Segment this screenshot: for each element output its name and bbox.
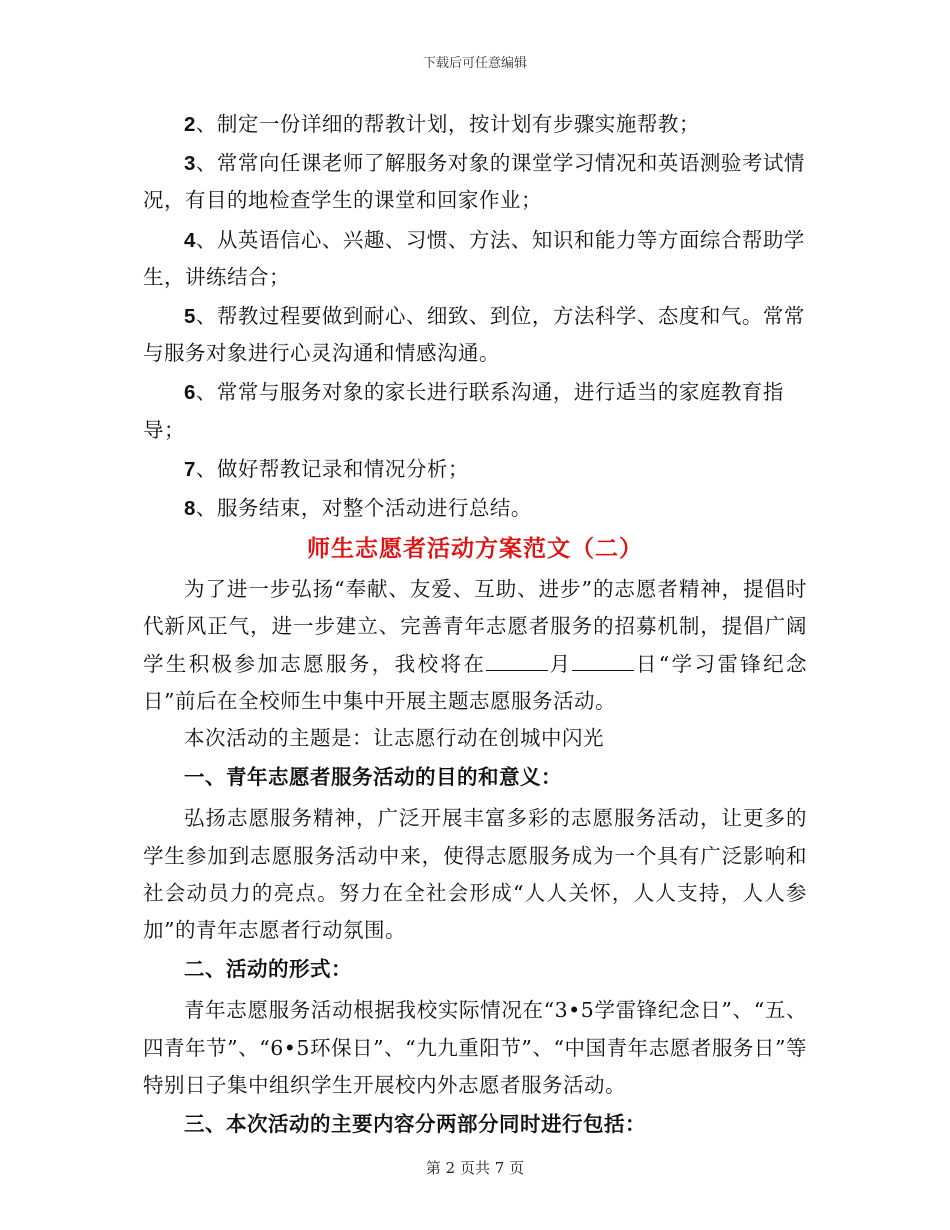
item-text: 、从英语信心、兴趣、习惯、方法、知识和能力等方面综合帮助学生，讲练结合； (143, 227, 805, 289)
intro-text-1: 为了进一步弘扬“奉献、友爱、互助、进步”的志愿者精神，提倡时代新风正气，进一步建立、完善青年志愿者服务的招募机制，提倡广阔学生积极参加志愿服务，我校将在 (143, 577, 807, 676)
item-number: 3 (184, 152, 196, 176)
purpose-paragraph: 弘扬志愿服务精神，广泛开展丰富多彩的志愿服务活动，让更多的学生参加到志愿服务活动中来，使得志愿服务成为一个具有广泛影响和社会动员力的亮点。努力在全社会形成“人人关怀，人人支持，人人参加”的青年志愿者行动氛围。 (143, 806, 807, 943)
form-paragraph: 青年志愿服务活动根据我校实际情况在“3•5学雷锋纪念日”、“五、四青年节”、“6•5环保日”、“九九重阳节”、“中国青年志愿者服务日”等特别日子集中组织学生开展校内外志愿者服务活动。 (143, 998, 807, 1097)
theme-paragraph: 本次活动的主题是：让志愿行动在创城中闪光 (184, 726, 604, 751)
item-number: 2 (184, 113, 196, 136)
section-heading-content: 三、本次活动的主要内容分两部分同时进行包括： (184, 1112, 646, 1137)
item-number: 5 (184, 305, 196, 329)
item-number: 7 (184, 457, 196, 481)
intro-text-2: 日“学习雷锋纪念日”前后在全校师生中集中开展主题志愿服务活动。 (143, 651, 808, 713)
item-text: 、制定一份详细的帮教计划，按计划有步骤实施帮教； (195, 112, 700, 136)
intro-month-label: 月 (547, 651, 573, 676)
list-item (143, 490, 807, 527)
item-text: 、做好帮教记录和情况分析； (195, 456, 469, 481)
list-item (143, 145, 807, 219)
list-item (143, 451, 807, 488)
section-heading-form: 二、活动的形式： (184, 957, 352, 982)
item-text: 、常常与服务对象的家长进行联系沟通，进行适当的家庭教育指导； (143, 380, 784, 442)
list-item (143, 222, 807, 296)
page-header-note: 下载后可任意编辑 (422, 56, 527, 71)
list-item (143, 106, 807, 143)
item-number: 6 (184, 381, 196, 405)
item-number: 8 (184, 497, 196, 521)
item-text: 、常常向任课老师了解服务对象的课堂学习情况和英语测验考试情况，有目的地检查学生的课堂和回家作业； (143, 151, 805, 213)
intro-paragraph (143, 571, 807, 720)
page-footer-number: 第 2 页共 7 页 (425, 1159, 525, 1177)
list-item (143, 374, 807, 448)
item-number: 4 (184, 228, 196, 252)
list-item (143, 298, 807, 372)
item-text: 、服务结束，对整个活动进行总结。 (195, 496, 532, 521)
section-heading-purpose: 一、青年志愿者服务活动的目的和意义： (184, 765, 562, 790)
date-blank-month (486, 648, 548, 671)
document-body (143, 106, 807, 1147)
date-blank-day (572, 648, 634, 671)
section-title: 师生志愿者活动方案范文（二） (307, 535, 643, 563)
item-text: 、帮教过程要做到耐心、细致、到位，方法科学、态度和气。常常与服务对象进行心灵沟通和情感沟通。 (143, 304, 805, 366)
